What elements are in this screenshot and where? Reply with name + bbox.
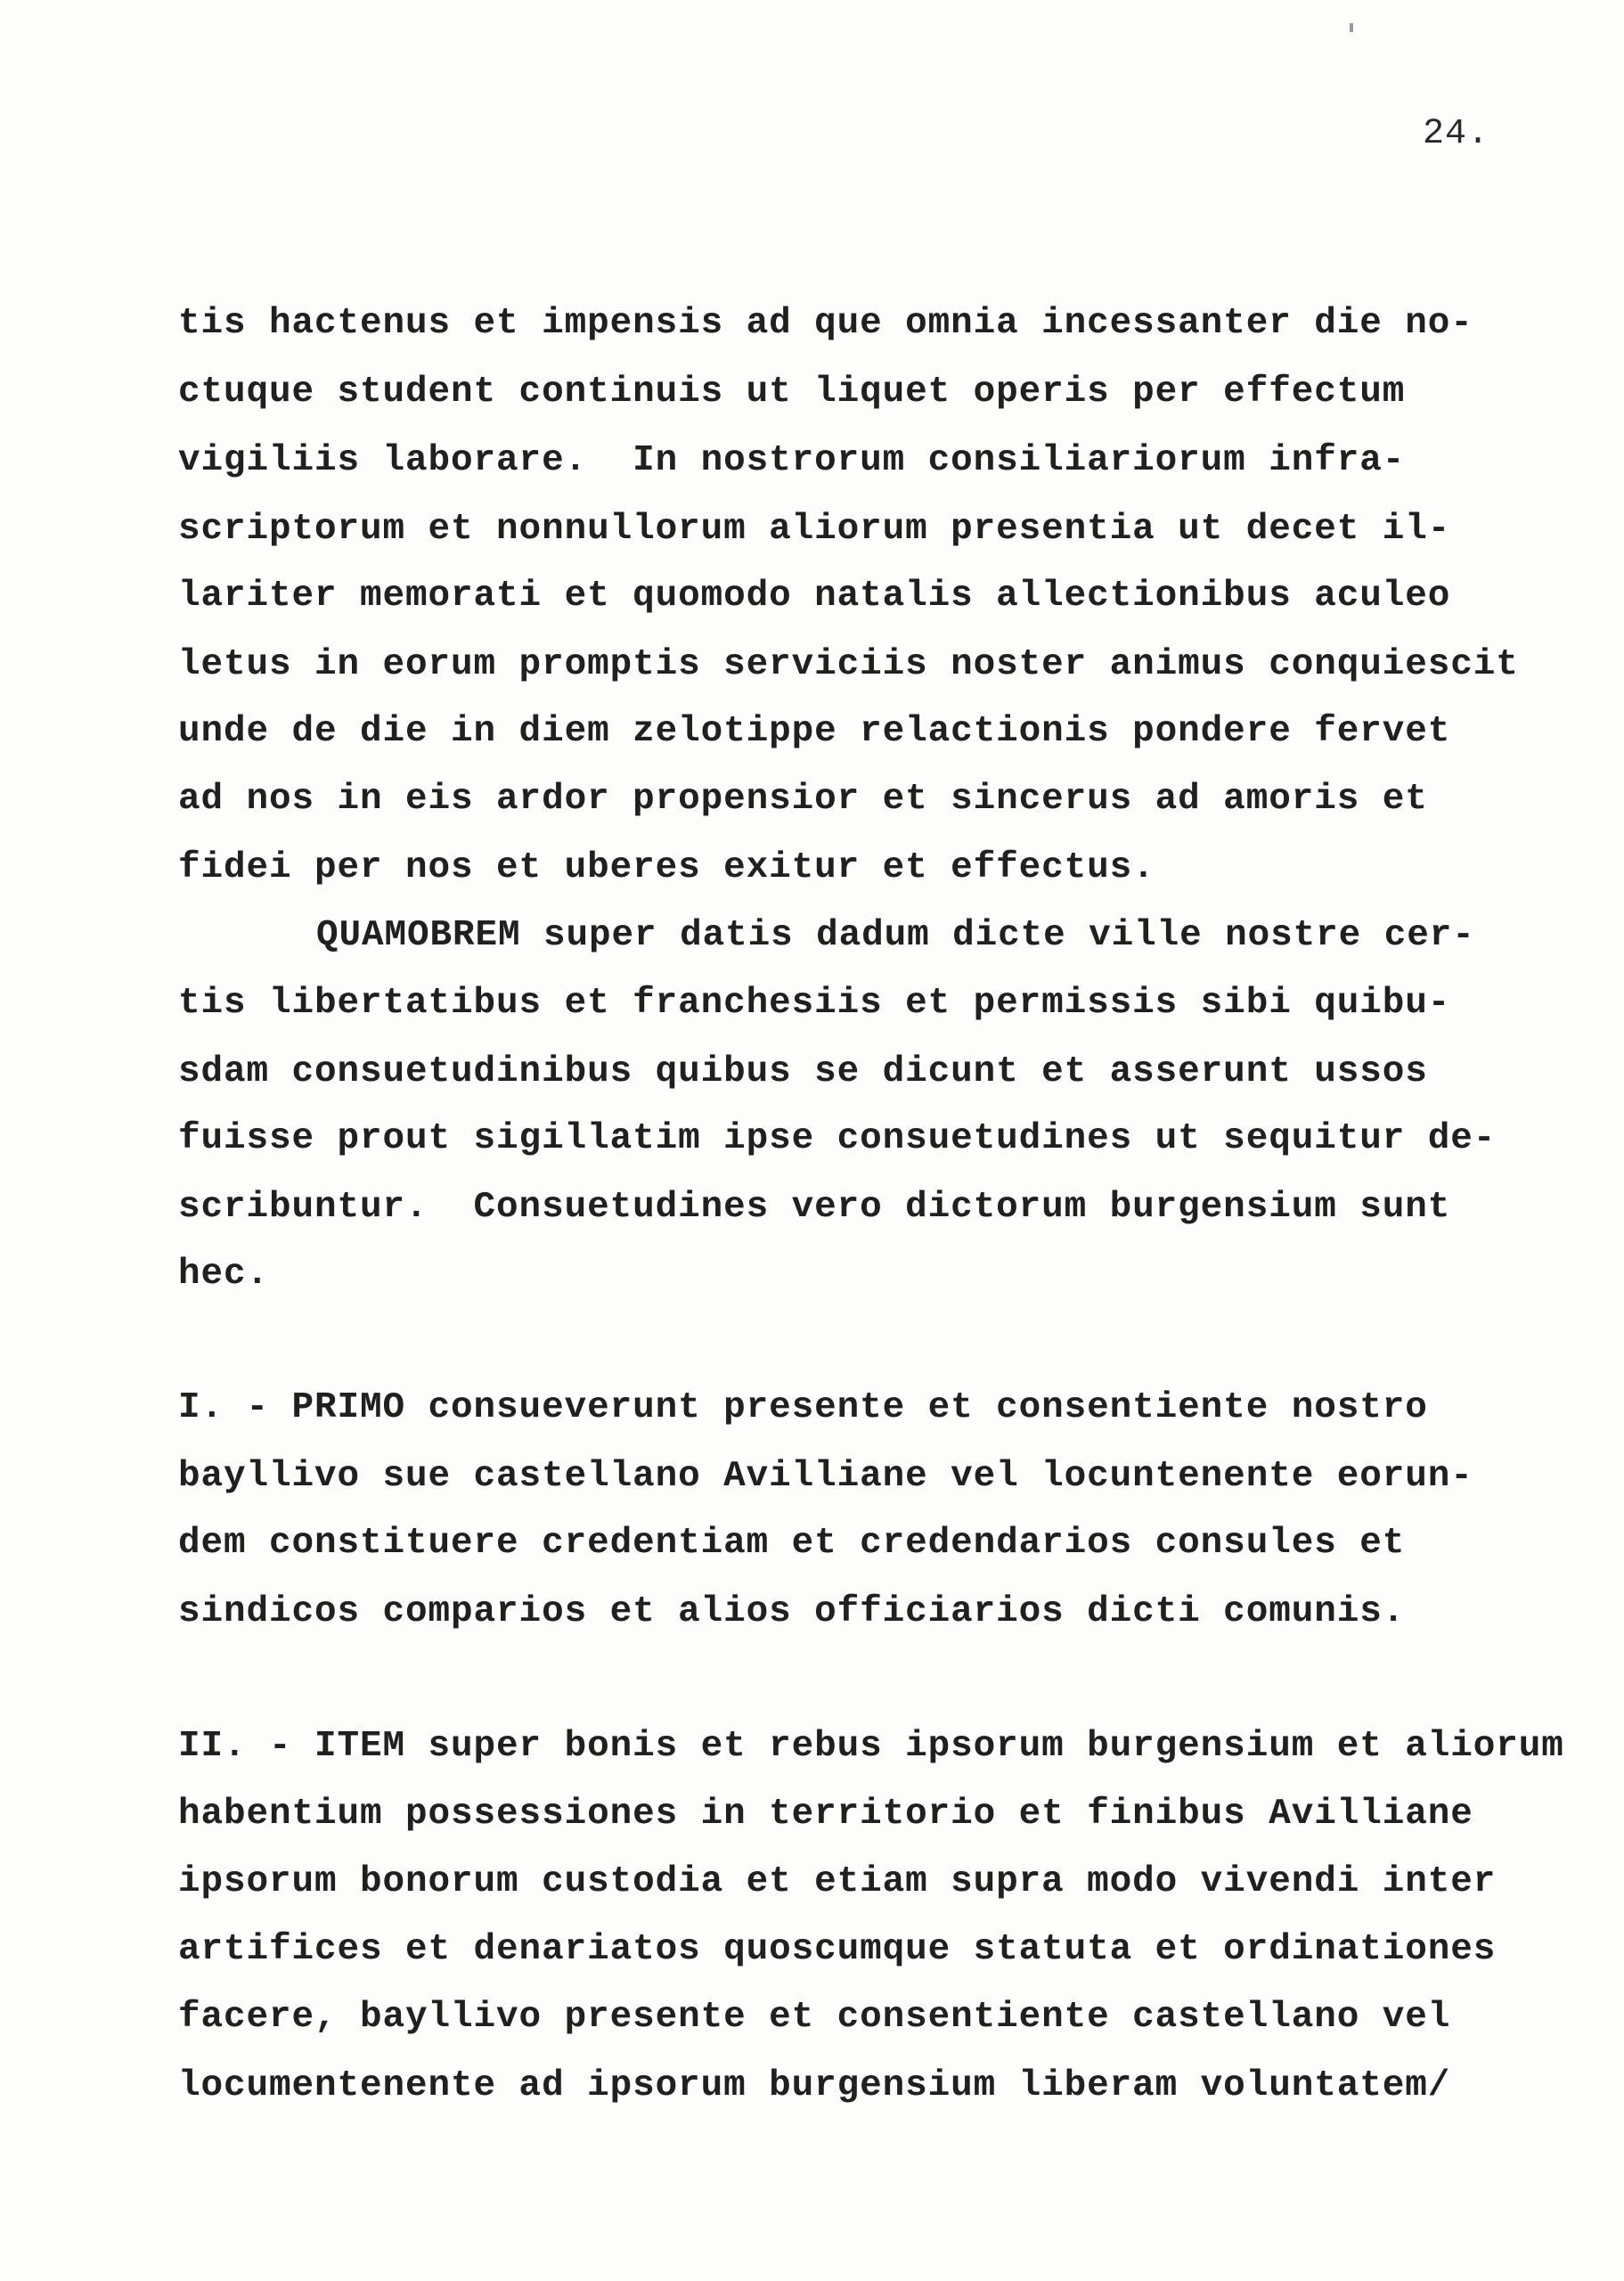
text-line: artifices et denariatos quoscumque statuta et ordinationes	[178, 1929, 1497, 1970]
page-number: 24.	[1423, 114, 1490, 154]
text-line: scriptorum et nonnullorum aliorum presentia ut decet il-	[178, 509, 1451, 550]
text-line: scribuntur. Consuetudines vero dictorum burgensium sunt	[178, 1187, 1451, 1228]
section-i-line: I. - PRIMO consueverunt presente et consentiente nostro	[178, 1387, 1428, 1428]
paper-speck	[1350, 23, 1353, 32]
section-ii-line: II. - ITEM super bonis et rebus ipsorum burgensium et aliorum	[178, 1726, 1564, 1767]
text-line: vigiliis laborare. In nostrorum consiliariorum infra-	[178, 440, 1406, 481]
text-line: ad nos in eis ardor propensior et sincerus ad amoris et	[178, 779, 1428, 820]
text-line: ipsorum bonorum custodia et etiam supra modo vivendi inter	[178, 1861, 1497, 1902]
text-line: ctuque student continuis ut liquet operis per effectum	[178, 372, 1406, 413]
text-line: hec.	[178, 1254, 270, 1295]
text-line: tis hactenus et impensis ad que omnia incessanter die no-	[178, 303, 1473, 344]
text-line: fuisse prout sigillatim ipse consuetudines ut sequitur de-	[178, 1118, 1497, 1159]
text-line: dem constituere credentiam et credendarios consules et	[178, 1523, 1406, 1564]
text-line: facere, bayllivo presente et consentiente castellano vel	[178, 1997, 1451, 2038]
paragraph-start-line: QUAMOBREM super datis dadum dicte ville nostre cer-	[316, 915, 1475, 956]
text-line: fidei per nos et uberes exitur et effectus.	[178, 847, 1155, 888]
text-line: sdam consuetudinibus quibus se dicunt et asserunt ussos	[178, 1051, 1428, 1092]
text-line: lariter memorati et quomodo natalis allectionibus aculeo	[178, 576, 1451, 617]
text-line: sindicos comparios et alios officiarios dicti comunis.	[178, 1591, 1406, 1632]
text-line: bayllivo sue castellano Avilliane vel locuntenente eorun-	[178, 1456, 1473, 1497]
text-line: locumentenente ad ipsorum burgensium liberam voluntatem/	[178, 2065, 1451, 2106]
text-line: habentium possessiones in territorio et finibus Avilliane	[178, 1794, 1473, 1835]
text-line: tis libertatibus et franchesiis et permissis sibi quibu-	[178, 983, 1451, 1024]
text-line: unde de die in diem zelotippe relactionis pondere fervet	[178, 711, 1451, 752]
text-line: letus in eorum promptis serviciis noster animus conquiescit	[178, 644, 1519, 685]
